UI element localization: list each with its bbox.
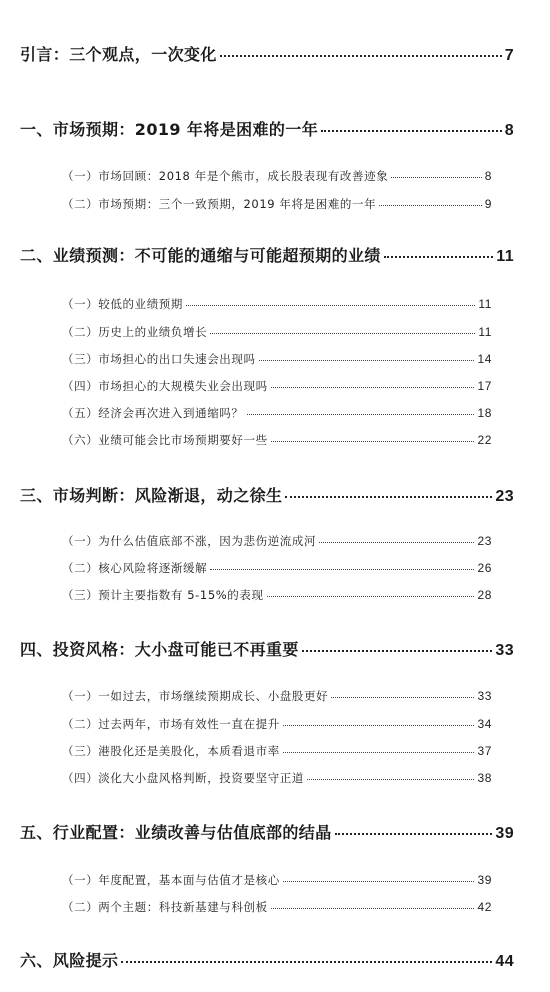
dot-leader: [271, 431, 475, 442]
toc-subentry-title: （一）为什么估值底部不涨，因为悲伤逆流成河: [62, 533, 317, 548]
toc-entry-title: 二、业绩预测：不可能的通缩与可能超预期的业绩: [20, 246, 381, 265]
toc-subentry-title: （四）淡化大小盘风格判断，投资要坚守正道: [62, 770, 304, 785]
dot-leader: [379, 195, 481, 206]
toc-subentry-title: （六）业绩可能会比市场预期要好一些: [62, 432, 268, 447]
dot-leader: [319, 532, 474, 543]
dot-leader: [335, 820, 493, 835]
toc-entry-section-4[interactable]: [20, 637, 514, 660]
toc-subentry-page: 18: [477, 405, 492, 420]
toc-subentry-page: 34: [477, 716, 492, 731]
toc-subentry[interactable]: [62, 898, 492, 915]
toc-entry-section-6[interactable]: [20, 948, 514, 971]
toc-subentry[interactable]: [62, 350, 492, 367]
toc-entry-title: 引言：三个观点，一次变化: [20, 45, 217, 64]
toc-subentry[interactable]: [62, 195, 492, 212]
toc-entry-page: 39: [495, 825, 514, 842]
toc-subentry-page: 37: [477, 743, 492, 758]
toc-subentry-title: （三）市场担心的出口失速会出现吗: [62, 351, 256, 366]
toc-entry-page: 7: [504, 47, 514, 64]
dot-leader: [391, 167, 481, 178]
toc-subentry-title: （五）经济会再次进入到通缩吗？: [62, 405, 244, 420]
toc-subentry[interactable]: [62, 431, 492, 448]
toc-subentry-page: 9: [484, 196, 492, 211]
toc-subentry[interactable]: [62, 871, 492, 888]
toc-subentry[interactable]: [62, 404, 492, 421]
dot-leader: [121, 948, 492, 963]
toc-entry-page: 8: [504, 122, 514, 139]
toc-subentry-title: （二）历史上的业绩负增长: [62, 324, 208, 339]
dot-leader: [384, 243, 493, 258]
dot-leader: [307, 769, 474, 780]
toc-subentry-title: （二）市场预期：三个一致预期，2019 年将是困难的一年: [62, 196, 377, 211]
toc-subentry-page: 38: [477, 770, 492, 785]
toc-subentry-page: 14: [477, 351, 492, 366]
toc-subentry[interactable]: [62, 295, 492, 312]
toc-entry-title: 六、风险提示: [20, 951, 119, 970]
dot-leader: [247, 404, 475, 415]
toc-subentry[interactable]: [62, 559, 492, 576]
toc-entry-section-5[interactable]: [20, 820, 514, 843]
dot-leader: [271, 377, 475, 388]
toc-subentry[interactable]: [62, 715, 492, 732]
dot-leader: [321, 117, 502, 132]
toc-subentry-title: （一）一如过去，市场继续预期成长、小盘股更好: [62, 688, 329, 703]
toc-subentry-page: 22: [477, 432, 492, 447]
toc-subentry-title: （三）港股化还是美股化，本质看退市率: [62, 743, 280, 758]
toc-subentry-title: （二）两个主题：科技新基建与科创板: [62, 899, 268, 914]
toc-subentry-page: 11: [478, 324, 492, 339]
toc-subentry-page: 26: [477, 560, 492, 575]
dot-leader: [331, 687, 474, 698]
dot-leader: [186, 295, 475, 306]
toc-entry-page: 23: [495, 488, 514, 505]
toc-subentry-page: 8: [484, 168, 492, 183]
dot-leader: [283, 742, 475, 753]
toc-entry-section-3[interactable]: [20, 483, 514, 506]
toc-subentry-title: （一）市场回顾：2018 年是个熊市，成长股表现有改善迹象: [62, 168, 389, 183]
dot-leader: [267, 586, 475, 597]
toc-subentry-page: 39: [477, 872, 492, 887]
toc-subentry-page: 23: [477, 533, 492, 548]
toc-subentry[interactable]: [62, 532, 492, 549]
toc-entry-page: 44: [495, 953, 514, 970]
toc-subentry[interactable]: [62, 769, 492, 786]
toc-subentry[interactable]: [62, 742, 492, 759]
dot-leader: [283, 715, 475, 726]
toc-subentry-page: 33: [477, 688, 492, 703]
toc-entry-page: 33: [495, 642, 514, 659]
toc-subentry[interactable]: [62, 323, 492, 340]
toc-subentry[interactable]: [62, 377, 492, 394]
toc-subentry-title: （一）较低的业绩预期: [62, 296, 183, 311]
dot-leader: [283, 871, 475, 882]
toc-subentry-title: （二）过去两年，市场有效性一直在提升: [62, 716, 280, 731]
toc-entry-section-2[interactable]: [20, 243, 514, 266]
toc-subentry-page: 17: [477, 378, 492, 393]
toc-entry-title: 一、市场预期：2019 年将是困难的一年: [20, 120, 319, 139]
toc-subentry-title: （一）年度配置，基本面与估值才是核心: [62, 872, 280, 887]
toc-entry-page: 11: [496, 248, 514, 265]
dot-leader: [259, 350, 475, 361]
toc-entry-section-1[interactable]: [20, 117, 514, 140]
toc-subentry[interactable]: [62, 687, 492, 704]
toc-subentry-page: 28: [477, 587, 492, 602]
dot-leader: [285, 483, 492, 498]
toc-subentry-title: （四）市场担心的大规模失业会出现吗: [62, 378, 268, 393]
dot-leader: [210, 323, 475, 334]
toc-subentry[interactable]: [62, 167, 492, 184]
dot-leader: [220, 42, 502, 57]
dot-leader: [271, 898, 475, 909]
toc-entry-title: 三、市场判断：风险渐退，动之徐生: [20, 486, 283, 505]
dot-leader: [302, 637, 493, 652]
toc-subentry-page: 11: [478, 296, 492, 311]
toc-entry-title: 四、投资风格：大小盘可能已不再重要: [20, 640, 299, 659]
toc-entry-intro[interactable]: [20, 42, 514, 65]
toc-subentry-page: 42: [477, 899, 492, 914]
toc-subentry[interactable]: [62, 586, 492, 603]
toc-subentry-title: （三）预计主要指数有 5-15%的表现: [62, 587, 264, 602]
dot-leader: [210, 559, 474, 570]
toc-entry-title: 五、行业配置：业绩改善与估值底部的结晶: [20, 823, 332, 842]
toc-subentry-title: （二）核心风险将逐渐缓解: [62, 560, 208, 575]
